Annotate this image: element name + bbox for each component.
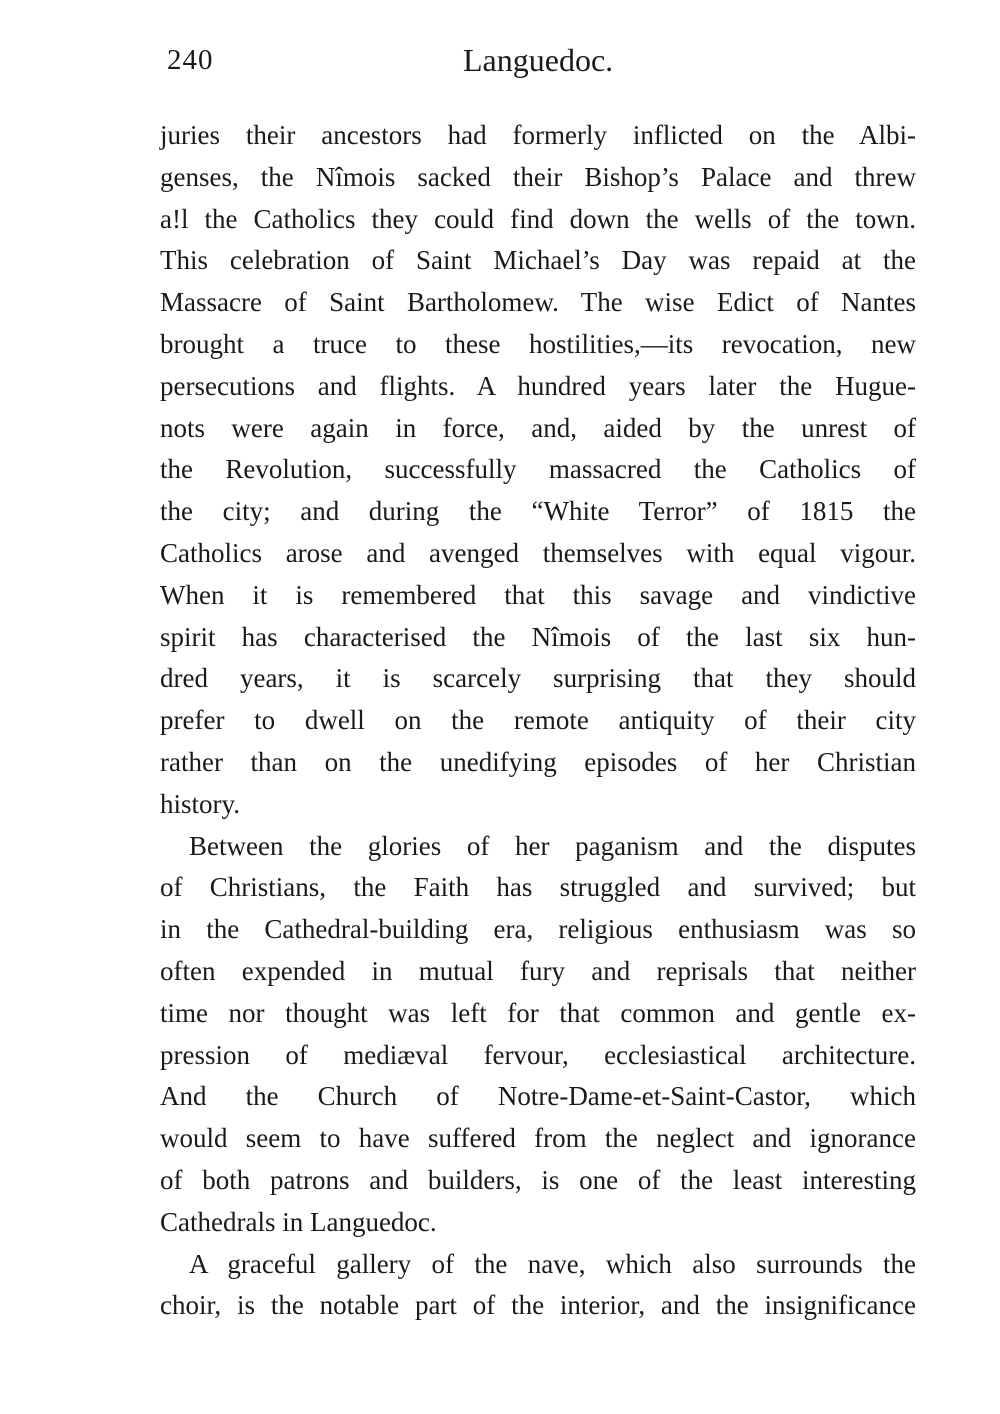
text-line: of Christians, the Faith has struggled and survived; but: [160, 872, 916, 903]
text-line: dred years, it is scarcely surprising that they should: [160, 663, 916, 694]
text-line: A graceful gallery of the nave, which also surrounds the: [189, 1248, 916, 1279]
text-line: juries their ancestors had formerly inflicted on the Albi-: [160, 120, 916, 150]
text-line: of both patrons and builders, is one of the least interesting: [160, 1164, 916, 1195]
text-line: nots were again in force, and, aided by the unrest of: [160, 412, 916, 443]
text-line: the Revolution, successfully massacred the Catholics of: [160, 454, 916, 485]
text-line: Between the glories of her paganism and the disputes: [189, 830, 916, 861]
text-line: genses, the Nîmois sacked their Bishop’s Palace and threw: [160, 161, 916, 192]
text-line: And the Church of Notre-Dame-et-Saint-Castor, which: [160, 1081, 916, 1112]
text-line: Catholics arose and avenged themselves with equal vigour.: [160, 537, 916, 568]
text-line: the city; and during the “White Terror” of 1815 the: [160, 496, 916, 527]
paragraph-2: [160, 826, 916, 1244]
text-line: a!l the Catholics they could find down the wells of the town.: [160, 203, 916, 234]
text-line: When it is remembered that this savage and vindictive: [160, 579, 916, 610]
running-title: Languedoc.: [463, 42, 614, 78]
text-line: choir, is the notable part of the interior, and the insignificance: [160, 1290, 916, 1321]
page-number: 240: [167, 44, 214, 76]
paragraph-3: [160, 1244, 916, 1328]
text-line: history.: [160, 788, 240, 819]
text-line: rather than on the unedifying episodes of her Christian: [160, 746, 916, 777]
text-line: often expended in mutual fury and reprisals that neither: [160, 955, 916, 986]
text-line: in the Cathedral-building era, religious enthusiasm was so: [160, 914, 916, 945]
text-line: Cathedrals in Languedoc.: [160, 1206, 437, 1237]
paragraph-1: [160, 115, 916, 826]
text-line: Massacre of Saint Bartholomew. The wise Edict of Nantes: [160, 287, 916, 318]
text-line: prefer to dwell on the remote antiquity of their city: [160, 705, 916, 736]
text-line: This celebration of Saint Michael’s Day was repaid at the: [160, 245, 916, 276]
text-line: pression of mediæval fervour, ecclesiastical architecture.: [160, 1039, 916, 1070]
text-line: persecutions and flights. A hundred years later the Hugue-: [160, 370, 916, 401]
body-text: [160, 115, 916, 1327]
text-line: would seem to have suffered from the neglect and ignorance: [160, 1123, 916, 1154]
text-line: spirit has characterised the Nîmois of the last six hun-: [160, 621, 916, 652]
text-line: time nor thought was left for that common and gentle ex-: [160, 997, 916, 1028]
text-line: brought a truce to these hostilities,—its revocation, new: [160, 328, 916, 359]
